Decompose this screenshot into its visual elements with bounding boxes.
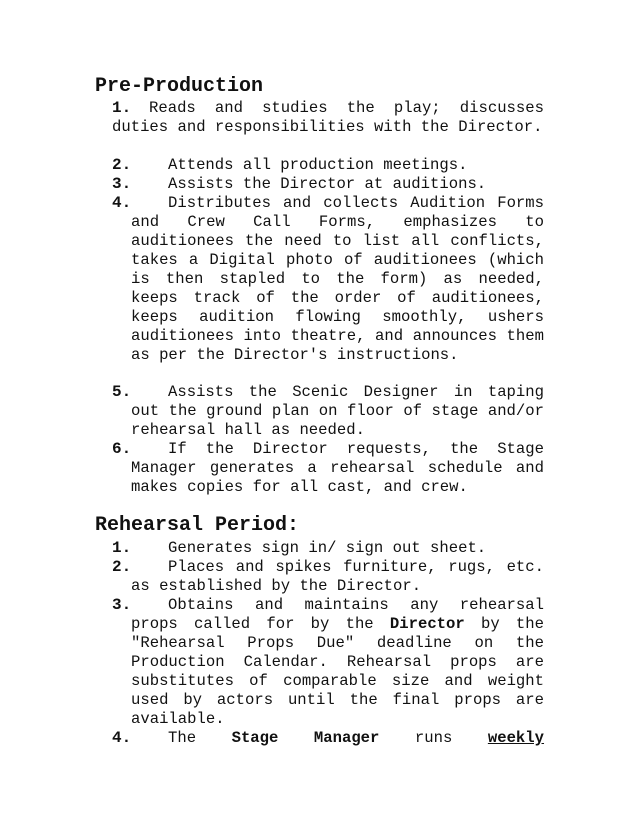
item-text-part: by the "Rehearsal Props Due" deadline on the Production Calendar. Rehearsal props are substitutes of comparable size and weight used by actors until the final props are available. [131, 615, 544, 728]
list-item [112, 539, 544, 558]
item-text-bold: Stage Manager [231, 729, 380, 747]
list-item [112, 156, 544, 175]
item-text: Distributes and collects Audition Forms and Crew Call Forms, emphasizes to auditionees the need to list all conflicts, takes a Digital photo of auditionees (which is then stapled to the form) as needed, keeps track of the order of auditionees, keeps audition flowing smoothly, ushers auditionees into theatre, and announces them as per the Director's instructions. [131, 194, 544, 364]
item-text-bold-underline: weekly [487, 729, 545, 747]
list-item [112, 99, 544, 137]
item-number: 4. [112, 729, 132, 747]
item-number: 1. [112, 539, 132, 557]
item-number: 3. [112, 175, 132, 193]
item-number: 3. [112, 596, 132, 614]
item-number: 2. [112, 156, 132, 174]
item-number: 1. [112, 99, 132, 117]
item-text-part: runs [379, 729, 488, 747]
item-text: Attends all production meetings. [168, 156, 468, 174]
list-item [112, 729, 544, 748]
item-text [131, 596, 544, 729]
item-text: Generates sign in/ sign out sheet. [168, 539, 487, 557]
item-text: Reads and studies the play; discusses duties and responsibilities with the Director. [112, 99, 544, 136]
list-item [112, 596, 544, 729]
list-item [112, 558, 544, 596]
list-item [112, 175, 544, 194]
item-text: Assists the Scenic Designer in taping out the ground plan on floor of stage and/or rehearsal hall as needed. [131, 383, 544, 439]
item-text-part: The [168, 729, 232, 747]
list-item [112, 383, 544, 440]
list-item [112, 440, 544, 497]
section-heading-pre-production: Pre-Production [95, 75, 264, 98]
item-text [131, 729, 544, 748]
item-number: 2. [112, 558, 132, 576]
item-text-part: Obtains and maintains any rehearsal props called for by the [131, 596, 544, 633]
item-text: Assists the Director at auditions. [168, 175, 487, 193]
item-text-bold: Director [389, 615, 465, 633]
item-text: Places and spikes furniture, rugs, etc. as established by the Director. [131, 558, 544, 595]
item-text: If the Director requests, the Stage Manager generates a rehearsal schedule and makes copies for all cast, and crew. [131, 440, 544, 496]
section-heading-rehearsal-period: Rehearsal Period: [95, 514, 300, 537]
item-number: 5. [112, 383, 132, 401]
item-number: 6. [112, 440, 132, 458]
item-number: 4. [112, 194, 132, 212]
list-item [112, 194, 544, 365]
